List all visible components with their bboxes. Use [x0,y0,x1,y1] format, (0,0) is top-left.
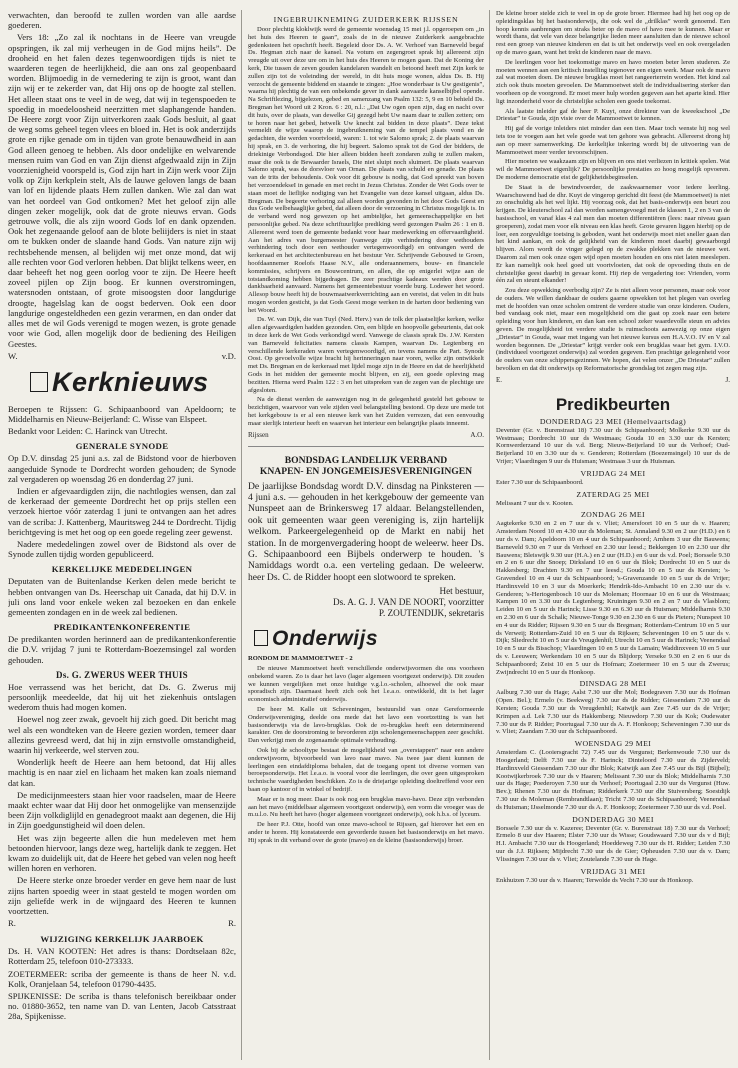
bondsdag-signature-line: Ds. A. G. J. VAN DE NOORT, voorzitter [332,597,484,608]
onderwijs-paragraph: Ook bij de schooltype bestaat de mogelijkheid van „overstappen” naar een andere onderwijsvorm, bijvoorbeeld van lavo naar mavo. Na twee jaar dient kunnen de leerlingen een eindafdiploma behalen, dat de toegang opent tot diverse vormen van beroepsonderwijs. Het l.e.a.o. is vooral voor die leerlingen, die over geen uitgesproken technische vaardigheden beschikken. Zo is de driejarige opleiding doeltreffend voor een baan op kantoor of in winkel of bedrijf. [248,747,484,794]
kerkelijke-mededelingen-heading: KERKELIJKE MEDEDELINGEN [51,564,193,575]
synode-text-2: Indien er afgevaardigden zijn, die nachtlogies wensen, dan zal de kerkeraad der gemeente Dordrecht het op prijs stellen een verzoek hiertoe vóór zaterdag 1 juni te ontvangen aan het adres van de scriba: J. Kattenberg, Mauritsweg 244 te Dordrecht. Tijdig berichtgeving is met het oog op een goede regeling zeer gewenst. [8,485,236,537]
onderwijs-continued-paragraph: Als laatste inleider gaf de heer P. Kuyt, onze direkteur van de kweekschool „De Driestar” te Gouda, zijn visie over de Mammoetwet te kennen. [496,107,730,123]
kerknieuws-title: Kerknieuws [52,366,209,397]
predikbeurten-schedule [496,417,730,884]
onderwijs-paragraph: De nieuwe Mammoetwet heeft verschillende onderwijsvormen die ons voorheen onbekend waren. Zo is daar het lavo (lager algemeen voortgezet onderwijs). Dit zouden we kunnen vergelijken met onze huidige v.g.l.o.-scholen, alhoewel die ook maar sporadisch zijn. Daarnaast heeft zich ook het l.e.a.o. ontwikkeld, dit is het lager economisch administratief onderwijs. [248,665,484,704]
schedule-day-label: DINSDAG 28 MEI [579,679,647,689]
schedule-day-text: Melissant 7 uur ds v. Kooten. [496,499,574,507]
schedule-day-text: Ester 7.30 uur ds Schipaanboord. [496,478,584,486]
jaarboek-list [8,946,236,1021]
onderwijs-continued-paragraph: De leerlingen voor het toekomstige mavo en havo moeten beter leren studeren. Ze moeten wennen aan een kritisch instelling tegenover een eigen werk. Maar ook de mavo zal wat moeten doen. De nieuwe brugklas moet het rangeerterrein worden. Het kind zal zich ook thuis moeten gevoelen. De Mammoetwet stelt de individualisering sterker dan voorheen op de voorgrond. Er moet meer hulp worden gegeven aan het aparte kind. Hier ligt inzonderheid voor de christelijke scholen een goede toekomst. [496,58,730,105]
zwerus-paragraph: De medicijnmeesters staan hier voor raadselen, maar de Heere maakt echter waar dat Hij door het onmogelijke van mensenzijde been Zijn volkdiglijld en genadegroot maakt aan degenen, die Hij in Zijn goedgunstigheid wil doen delen. [8,789,236,831]
zwerus-signature [8,918,236,928]
bondsdag-text: De jaarlijkse Bondsdag wordt D.V. dinsdag na Pinksteren — 4 juni a.s. — gehouden in het kerkgebouw der gemeente van Nunspeet aan de Brinkersweg 17 aldaar. Belangstellenden, ook uit gemeenten waar geen vereniging is, zijn hartelijk welkom. Parkeergelegenheid op de Markt en nabij het station. In de morgenvergadering hoopt de weleerw. heer Ds. G. Schipaanboord een Bijbels onderwerp te houden. 's Namiddags wordt o.a. een verteling gedaan. De weleerw. heer Ds. C. de Ridder hoopt een slotwoord te spreken. [248,480,484,583]
ingebruikneming-paragraph: Door plechtig kloklwijk werd de gemeente woensdag 15 mei j.l. opgeroepen om „in het huis des Heeren te gaan”, zoals de in de nieuwe Zuiderkerk aangebrachte gedenksteen het opschrift heeft. Begeleid door Ds. A. W. Verhoef van Barneveld begaf Ds. Hegman zich naar de kansel. Na votum en zegengroet sprak hij allereerst zijn vreugde uit over deze ure om in het huis des Heeren te mogen gaan. Dat de Koning der kerk, Die tussen de zeven gouden kandelaren wandelt en betoond heeft met Zijn kerk te zullen zijn tot de voleinding der wereld, in dit huis moge wonen, aldus Ds. B. Hij verzocht de gemeente biddend en staande te zingen: „Hoe wonderbaar is Uw gestigenis”, waarna hij plechtig de van een onbekende gever in dank aanvaarde kanselbijbel opende. Na Schriftlezing, bijgelezen, gebed en samenzang van Psalm 132: 5, 9 en 10 behield Ds. Bregman het Woord uit 2 Kron. 6 : 20, n.l.: „Dat Uw ogen open zijn, dag en nacht over dit huis, over de plaats, van dewelke Gij gezegd hebt Uw naam daar te zullen zetten; om te horen naar het gebed, hetwelk Uw knecht zal bidden in deze plaats”. Deze tekst vermeldt de wijze waarop de ingebruikneming van de tempel plaats vond en de gedachten, die werden voortvloeid, waren: 1. tot wie Salomo sprak; 2. de plaats waarvan hij sprak, en 3. de verhoring, die hij begeert. Salomo sprak tot de God der bidders, de driekinige Verbondsgod. Die hier alleen bidden heeft zondaren zulig te zullen maken, maar die ook is de Bewaarder Israels, Die niet sluipt noch sluimert. De plaats waarvan Salomo sprak, was de dorsvloer van Ornan. De plaats van schuld en genade. De plaats van de trits der behoudenis. Ook voor dit gebouw is nodig, dat God spreekt van boven het verzoendekseI in genade en met recht in Jezus Christus. Zonder de Wet Gods over te staan moet de lieflijke nodiging van het Evangelie van deze kansel uitgaan, aldus Ds. Bregman. De begeerte verhoring zal alleen worden gevonden in het door Gods Geest en dus Gode welbehaaglijke gebed, dat alleen door de verzoening in Christus mogelijk is. In de verband werd nog gewezen op het ambtelijke, het gemeenschappelijke en het persoonlijke gebed. Na deze schriftuurlijke prediking werd gezongen Psalm 26 : 1 en 8. Allereerst werd toen de gemeente bedankt voor haar medewerking en offervaardigheid. Aan het adres van burgemeester (vanwege zijn verhindering door wethouders verhindering toch door een wethouder vertegenwoordigd) en ontvangen werd de kerkeraad en het architectenbureau en het bestuur Ver. Schrijvende Gebouwd te Groen, hoofdaannemer Roelofs Haase N.V., alle onderaannemers, bouw- en financiele kommissies, schrijvers en Bouwcentrum, en allen, die op enigerlei wijze aan de totstandkoming hebben bijgedragen. De zeer prachtige kadeaux werden door grote dankbaarheid aanvaard. Namens het gemeentebestuur voerde burg. Lodewer het woord. Allesop bouw heeft hij de bouwmaatwerkverrichting aan en vereist, dat velen in dit huis mogen worden gesticht, ja dat Gods Geest moge werken in de harten door bediening van het Woord. [248,26,484,314]
bedankt-text: Bedankt voor Leiden: C. Harinck van Utrecht. [8,426,168,437]
ingebruikneming-signature [248,430,484,440]
kerknieuws-heading [30,367,236,398]
zwerus-paragraph: De Heere sterke onze broeder verder en geve hem naar de lust zijns harten spoedig weer in staat gesteld te mogen worden om zijn geliefde werk in de wijngaard des Heeren te kunnen voortzetten. [8,875,236,917]
synode-text: Op D.V. dinsdag 25 juni a.s. zal de Bidstond voor de hierboven aangeduide Synode te Dordrecht worden gehouden; de Synode zal vergaderen op woensdag 26 en donderdag 27 juni. [8,453,236,484]
signature-left: W. [8,350,18,361]
schedule-day-text: Amsterdam C. (Looiersgracht 72) 7.45 uur ds Vergunst; Berkenwoude 7.30 uur ds Hoogerland; Delft 7.30 uur ds F. Harinck; Dinteloord 7.30 uur ds Zijderveld; Hardinxveld Giessendam 7.30 uur dhr Blok; Katwijk aan Zee 7.45 uur ds Bijl (Bijbel); Kootwijkerbroek 7.30 uur ds v Haaren; Melissant 7.30 uur ds Blok; Middelharnis 7.30 uur ds Hage; Poederoyen 7.30 uur ds Verhoef; Poortugaal 2.30 uur ds Vergunst (Huw. Bev.); Rhenen 7.30 uur ds Hofman; Ridderkerk 7.30 uur dhr Stuiversberg; Soestdijk 7.30 uur ds Moleman (Rembrandtlaan); Tricht 7.30 uur ds Schipaanboord; Veenendaal ds Huisman; IJsselmonde 7.30 uur ds A. F. Honkoop; Zoetermeer 7.30 uur ds v.d. Poel. [496,749,730,811]
column-2 [248,10,484,1060]
onderwijs-continued-paragraph: Hij gaf de vorige inleiders niet minder dan een tien. Maar toch wenste hij nog wel iets toe te voegen aan het vele goede wat ten gehore was gebracht. Allereerst drong hij aan op meer samenwerking. De kerkelijke inkering wordt bij de uitvoering van de Mammoetwet meer verder tevoorschijnen. [496,125,730,156]
predikantenkonferentie-heading: PREDIKANTENKONFERENTIE [53,622,191,633]
schedule-day-label: VRIJDAG 24 MEI [580,468,646,478]
schedule-day-label: ZONDAG 26 MEI [580,510,646,520]
beroepen-text: Beroepen te Rijssen: G. Schipaanboord van Apeldoorn; te Middelharnis en Nieuw-Beijerland: C. Wisse van Elspeet. [8,403,236,424]
bondsdag-heading-line-2: KNAPEN- EN JONGEMEISJESVERENIGINGEN [259,465,473,477]
bondsdag-heading-line-1: BONDSDAG LANDELIJK VERBAND [284,454,448,466]
schedule-day-label: ZATERDAG 25 MEI [576,489,650,499]
bondsdag-signature-line: Het bestuur, [439,586,484,597]
signature-right: v.D. [221,350,236,361]
synode-text-3: Nadere mededelingen zowel over de Bidstond als over de Synode zullen tijdig worden gepubliceerd. [8,538,236,560]
onderwijs-paragraph: De heer P.J. Otte, hoofd van onze mavo-school te Rijssen, gaf hierover het een en ander te horen. Hij konstateerde een gevorderde tussen het basisonderwijs en het mavo. Hij sprak in dit verband over de grote (mavo) en de kleine (basisonderwijs) broer. [248,821,484,844]
schedule-day-label: DONDERDAG 23 MEI (Hemelvaartsdag) [539,416,687,426]
ingebruikneming-paragraph: Ds. W. van Dijk, die van Tuyl (Ned. Herv.) van de tolk der plaatselijke kerken, welke allen afgevaardigden hadden gezonden. Om, een blijde en hoopvolle gebeurtenis, dat ook in deze kerk de Wet Gods verkondigd werd. Vanwege de classis sprak Ds. J.W. Kersten van Barneveld felicitaties namens classis Kampen, waarvan Ds. Legtenberg en verschillende kerkeraden waren vertegenwoordigd, en tevens namens de Part. Synode Oost. Op gevoelvolle wijze bracht hij herinneringen naar voren, welke zijn ontwikkelt met Ds. Bregman en de kerkeraad met lijdel moge zijn in de Heere en dat de heerlijkheid Gods in het midden der gemeente mocht blijven, en zij, een goede opleving mag bezitten. Hierna werd Psalm 122 : 3 en het uitspreken van de zegen van de plechtige ure afgesloten. [248,316,484,394]
ingebruikneming-paragraph: Na de dienst werden de aanwezigen nog in de gelegenheid gesteld het gebouw te bezichtigen, waarvoor van vele zijden veel belangstelling bestond. Op deze ure mede tot het kerkgebouw is er al een nieuwe kerk van het Zuiden verrezen, dat een eenvoudig maar sierlijk interieur heeft en waarvan het interieur een belangrijke plaats inneemt. [248,396,484,427]
zwerus-paragraph: Wonderlijk heeft de Heere aan hem betoond, dat Hij alles machtig is en naar ziel en lichaam het maken kan zoals niemand dat kan. [8,757,236,788]
onderwijs-subheading: RONDOM DE MAMMOETWET - 2 [248,655,353,663]
signature-left: E. [496,375,503,384]
jaarboek-entry: ZOETERMEER: scriba der gemeente is thans de heer N. v.d. Kolk, Oranjelaan 54, telefoon 01790-4435. [8,968,236,989]
bondsdag-signature [248,586,484,619]
ingebruikneming-heading: INGEBRUIKNEMING ZUIDERKERK RIJSSEN [273,15,459,24]
column-divider [489,10,490,1060]
column-1 [8,10,236,1060]
onderwijs-paragraph: De heer M. Kalle uit Scheveningen, bestuurslid van onze Gereformeerde Onderwijsvereniging, deelde ons mede dat het lavo een voortzetting is van het basisonderwijs via de lavo-brugklas. Ook de ro-brugklas heeft een determinerend karakter. Om de doorstroming te bevorderen zijn scholengemeenschappen zeer geschikt. Dan verkrijgt men de zogenaamde optimale verhouding. [248,706,484,745]
predikbeurten-title: Predikbeurten [555,394,671,414]
schedule-day-label: DONDERDAG 30 MEI [572,814,654,824]
zwerus-paragraph: Hoe verrassend was het bericht, dat Ds. G. Zwerus mij persoonlijk meedeelde, dat hij uit het ziekenhuis ontslagen wederom thuis had mogen komen. [8,681,236,713]
signature-left: R. [8,918,16,929]
signature-right: R. [228,918,236,929]
kerkelijke-mededelingen-text: Deputaten van de Buitenlandse Kerken delen mede bericht te hebben ontvangen van Ds. Heerschap uit Canada, dat hij D.V. in juli ons land voor enkele weken zal bezoeken en dan enkele gemeenten zondagen en in de week zal bedienen. [8,576,236,617]
onderwijs-continued-paragraph: Hier moeten we waakzaam zijn en blijven en ons niet verliezen in kritiek spelen. Wat wil de Mammoetwet eigenlijk? De persoonlijke prestaties zo hoog mogelijk opvoeren. De moderne democratie eist de gelijkheidsbeginselen. [496,158,730,181]
schedule-day-text: Aagtekerke 9.30 en 2 en 7 uur ds v. Vliet; Amersfoort 10 en 5 uur ds v. Haaren; Amsterdam Noord 10 en 4.30 uur ds Moleman; St. Annaland 9.30 en 2 uur (H.D.) en 6 uur ds v. Dam; Apeldoorn 10 en 4 uur ds Schipaanboord; Arnhem 3 uur dhr Bauwens; Barneveld 9.30 en 7 uur ds Verhoef en 2.30 uur leesd.; Bekkergen 10 en 2.30 uur dhr Bauwens; Bleiswijk 9.30 uur (H.A.) en 2 uur (H.D.) en 6 uur ds v.d. Poel; Borssele 9.30 en 2 en 6 uur dhr Snoep; Dirksland 10 en 6 uur ds Blok; Dordrecht 10 en 5 uur ds Hakkesberg; Drachten 9.30 en 7 uur leesd.; Gouda 10 en 5 uur ds Kersten; 's-Gravendeel 10 en 4 uur ds Schipaanboord; 's-Gravenzande 10 en 5 uur ds de Vrijer; Hardinxveld 10 en 3 uur ds Moerkerk; Hendrik-Ido-Ambacht 10 en 2.30 uur ds v. Genderen; 's-Hertogenbosch 10 uur ds Moleman; Hoornaar 10 en 6 uur ds Westmaas; Kampen 10 en 3.30 uur ds Legtenberg; Kruiningen 9.30 en 2 en 7 uur ds Vlasblom; Leiden 10 en 5 uur ds Harinck; Lisse 9.30 en 6.30 uur ds Huisman; Middelharnis 9.30 en 2.30 en 6 uur ds Schalk; Nieuwe-Tonge 9.30 en 2.30 en 6 uur ds Pieters; Nunspeet 10 en 4 uur ds Ridder; Rijssen 9.30 en 5 uur ds Bregman; Rotterdam-Centrum 10 en 5 uur ds Verweij; Rotterdam-Zuid 10 en 5 uur ds Rijksen; Scheveningen 10 en 5 uur ds v. Dijk; Sliedrecht 10 en 5 uur ds Vreugdenhil; Utrecht 10 en 5 uur ds Harinck; Veenendaal 10 en 5 uur ds Bisschop; Vlaardingen 10 en 5 uur ds Lamain; Waddinxveen 10 en 5 uur ds v. Leeuwen; Werkendam 10 en 5 uur ds Blijdorp; Yerseke 9.30 en 2 en 6 uur ds Schipaanboord; Zeist 10 en 5 uur ds Hofman; Zoetermeer 10 en 5 uur ds Zwerus; Zwijndrecht 10 en 5 uur ds Honkoop. [496,520,730,676]
jaarboek-heading: WIJZIGING KERKELIJK JAARBOEK [40,934,204,945]
schedule-day-label: WOENSDAG 29 MEI [574,739,652,749]
onderwijs-paragraph: Maar er is nog meer. Daar is ook nog een brugklas mavo-havo. Deze zijn verbonden aan het mavo (middelbaar algemeen voortgezet onderwijs), een vorm die vroeger was de m.u.l.o. Nu heeft het havo (hoger algemeen voortgezet onderwijs), ook h.b.s. of lyceum. [248,795,484,819]
meditation-signature [8,351,236,361]
zwerus-paragraph: Hoewel nog zeer zwak, gevoelt hij zich goed. Dit bericht mag wel als een wondteken van de Heere gezien worden, temeer daar allezins gevreesd werd, dat hij in zijn ernstvolle omstandigheid, waarin hij verkeerde, wel sterven zou. [8,714,236,755]
jaarboek-entry: Ds. H. VAN KOOTEN: Het adres is thans: Dordtselaan 82c, Rotterdam 25, telefoon 010-273333. [8,946,236,967]
schedule-day-label: VRIJDAG 31 MEI [580,866,646,876]
signature-right: A.O. [470,430,484,439]
zwerus-heading: Ds. G. ZWERUS WEER THUIS [56,669,188,680]
onderwijs-heading [254,627,484,651]
column-divider [241,10,242,1060]
divider [248,446,484,447]
signature-left: Rijssen [248,430,269,439]
onderwijs-article [248,665,484,845]
onderwijs-continued-paragraph: De kleine broer stelde zich te veel in op de grote broer. Hiermee had hij het oog op de opleidingsklas bij het basisonderwijs, die ook wel de „drilklas” wordt genoemd. Een hoop kennis aanbrengen om straks beter op de mavo of havo mee te kunnen. Maar er wordt thans, dat vele van deze belangrijke lieden meer aansluiten dan de nieuwe school rest een groep van nieuwe kinderen en dat is uit het onderwijs veel en ook overgeladen op de mavo gaan, want het trekt de kinderen naar de mavo. [496,10,730,56]
signature-right: J. [725,375,730,384]
onderwijs-title: Onderwijs [272,627,379,651]
schedule-day-text: Borssele 7.30 uur ds v. Kazeree; Deventer (Gr. v. Burenstraat 18) 7.30 uur ds Verhoef; Ermelo 8 uur dsv Haaren; Elster 7.30 uur ds Wisse; Goudswaard 7.30 uur ds v d Bijl; H.I. Ambacht 7.30 uur ds Hoogerland; Hoeddeweg 7.30 uur ds H. Ridder; Leiden 7.30 uur ds J.J. Rijksen; Mijdrecht 7.30 uur ds de Gier; Opheusden 7.30 uur ds v. Dam; Vlissingen 7.30 uur ds v. Vliet; Zoutelande 7.30 uur ds Hage. [496,824,730,863]
onderwijs-continued-article [496,10,730,373]
bondsdag-heading [248,455,484,477]
meditation-article [8,10,236,349]
zwerus-article [8,682,236,916]
ornament-box-icon [30,372,48,392]
onderwijs-signature [496,375,730,385]
column-3 [496,10,730,1060]
onderwijs-continued-paragraph: De Staat is de bewindvoerder, de zaakwaarnemer voor iedere leerling. Waarschuwend had de dhr. Kuyt de vingerop gerichtd dit feest (de Mammoetwet) is niet zo onschuldig als het wel lijkt. Hij voorzag ook, dat het basis-onderwijs een beurt zou krijgen. De kleuterschool zal dan worden samengevoegd met de klassen 1, 2 en 3 van de basisschool, en vanaf klas 4 zal men dan moeten differentiëren (lees: naar niveau gaan groeperen), zodat men voor elk niveau een klas heeft. Grote gevaren liggen hierbij op de loer, een zorgvuldige toetsing is geboden, want het onderwijs moet niet sneller gaan dan het kind aankan, en ook de gelijkheid van de kinderen moet daarbij gewaarborgd blijven. Alom wordt de vinger gelegd op de zwakke plekken van de nieuwe wet. Daarom zal men ook onze ogen wijd open moeten houden en ons niet laten meeslepen. Er kan namelijk ook heel goed uit voortvloeien, dat ook de opvoeding thuis en de christelijke geest daarbij in gevaar komt. Hij riep de vergadering toe: Vrienden, vorm één zal en steunt elkander! [496,183,730,285]
ingebruikneming-article [248,26,484,428]
synode-heading: GENERALE SYNODE [75,441,169,452]
ornament-box-icon [254,630,268,646]
jaarboek-entry: SPIJKENISSE: De scriba is thans telefonisch bereikbaar onder no. 01880-3652, ten name van D. van Lenten, Jacob Catsstraat 28a, Spijkenisse. [8,991,236,1022]
schedule-day-text: Deventer (Gr. v. Burenstraat 18) 7.30 uur ds Schipaanboord; Molkerke 9.30 uur ds Westmaas; Dordrecht 10 uur ds Westmaas; Gouda 10 en 3.30 uur ds Kersten; Kornwerderzand 10 uur ds v.d. Berg; Nieuw-Beijerland 10 uur ds Verhoef; Oud-Beijerland 10 en 3.30 uur ds v. Genderen; Rotterdam (Boezemsingel) 10 uur ds de Vrijer; Vlaardingen 9 uur ds Huisman; Westmaas 3 uur ds Huisman. [496,426,730,466]
zwerus-paragraph: Het was zijn begeerte allen die hun medeleven met hem betoonden hiervoor, langs deze weg, hartelijk dank te zeggen. Het kwam zo duidelijk uit, dat de Heere het gebed van velen nog heeft willen horen en verhoren. [8,832,236,874]
schedule-day-text: Aalburg 7.30 uur ds Hage; Aalst 7.30 uur dhr Mol; Bodegraven 7.30 uur ds Hofman (Open. Bel.); Ermelo (v. Beekweg) 7.30 uur ds de Ridder; Giessendam 7.30 uur ds Kersten; Gouda 7.30 uur ds Vreugdenhil; Katwijk aan Zee 7.45 uur ds de Vrijer; Krimpen a.d. Lek 7.30 uur ds Hakkenberg; Nieuwdorp 7.30 uur ds Kok; Oudewater 7.30 uur ds P. Ridder; Poortugaal 7.30 uur ds A. F. Honkoop; Scheveningen 7.30 uur ds v. Vliet; Zaandam 7.30 uur ds Schipaanboord. [496,689,730,736]
schedule-day-text: Enkhuizen 7.30 uur ds v. Haaren; Terwolde ds Vecht 7.30 uur ds Honkoop. [496,876,694,884]
meditation-paragraph: Vers 18: „Zo zal ik nochtans in de Heere van vreugde opspringen, ik zal mij verheugen in de God mijns heils”. De drooheid en het falen dezes tegenwoordigen tijds is niet te waarderen tegen de heerlijkheid, die aan ons zal geopenbaard worden. Blijmoedig in de vernedering te zijn is groot, want dan zijn wij er te zekerder van, dat Hij ons op de hoogte zal stellen. Het alleen staat ons te veel in de weg, dat wij in tegenspoeden te spoedig in moedeloosheid neerzitten met slaphangende handen. De Heere zorgt voor Zijn uitverkoren zaak Gods besluit, al gaat de weg soms geheel tegen vlees en bloed in. Het is ook anderzijds grote en rijke genade om in tijden van grote benauwdheid in aan God alleen genoeg te hebben. Als door ondelijke en welvarende mensen ruim van God en van Zijn dienst afgedwaald zijn in Zijn voorzienigheid voorspeld is, God zijn hart in Zijn werk voor Zijn volk op Zijn kerkplein stelt, Als de lauwe geloven langs de baan van lof en lijdende plaats Hem zullen danken. Wie zal dan wat van het oordeel van God ontkomen? Met het geloof zijn alle dingen zeker mogelijk, ook dat de grote nieuws ervan. Gods getrouwe volk, die als zijn woord Gods lof en dank opzenden. Ook het zegenaande geloof aan de blote beliijders is niet in staat om te bukken onder de slaande hand Gods. Van nature zijn wij rechtsbehende mensen, al belijden wij met onze mond, dat wij alle rechten voor God verloren hebben. Dat blijkt telkens weer, en daar beheeft het nog geen oorlog voor te zijn. De Heere heeft zoveel pijlen op Zijn boog. Er kunnen overstromingen, watersnoden ontstaan, of grote misoogsten door langdurige droogte, hagelslag kan de oogst bederven. Ook een door langdurige ongesteldheden een gezin verarmen, en dan onder dat alles met de wil Gods verenigd te mogen wezen, is grote genade voor wie God, allen mogelijk door de bediening des Heiligen Geestes. [8,32,236,349]
onderwijs-continued-paragraph: Zou deze opwekking overbodig zijn? Ze is niet alleen voor personen, maar ook voor de ouders. We willen dankbaar de ouders gaarne opwekken tot het plegen van overleg met de hoofden van onze scholen omtrent de verdere studie van onze kinderen. Ouders, bed vandaag ook niet, maar een mogelijkheid om die gaat op zoek naar een betere opleiding voor hun kinderen, en dan kan een school zeker waardevolle steun en advies geven. De mogelijkheid tot verdere studie is ruimschoots aanwezig op onze eigen „Driestar” in Gouda, waar met ingang van het nieuwe kursus een H.A.V.O. IV en V zal worden begonnen. De „Driestar” krijgt verder ook een brugklas waar het gym. I.V.O. (individueel voortgezet onderwijs) zal worden gegeven. Een prachtige gelegenheid voor de ouders van onze schippersgezinnen. We hopen, dat velen onzer „De Driestar” zullen bevolken en dat dit onderwijs op Reformatorische grondslag tot zegen mag zijn. [496,287,730,373]
meditation-paragraph: verwachten, dan beroofd te zullen worden van alle aardse goederen. [8,10,236,31]
predikantenkonferentie-text: De predikanten worden herinnerd aan de predikantenkonferentie die D.V. vrijdag 7 juni te Rotterdam-Boezemsingel zal worden gehouden. [8,634,236,665]
bondsdag-signature-line: P. ZOUTENDIJK, sekretaris [378,608,484,619]
